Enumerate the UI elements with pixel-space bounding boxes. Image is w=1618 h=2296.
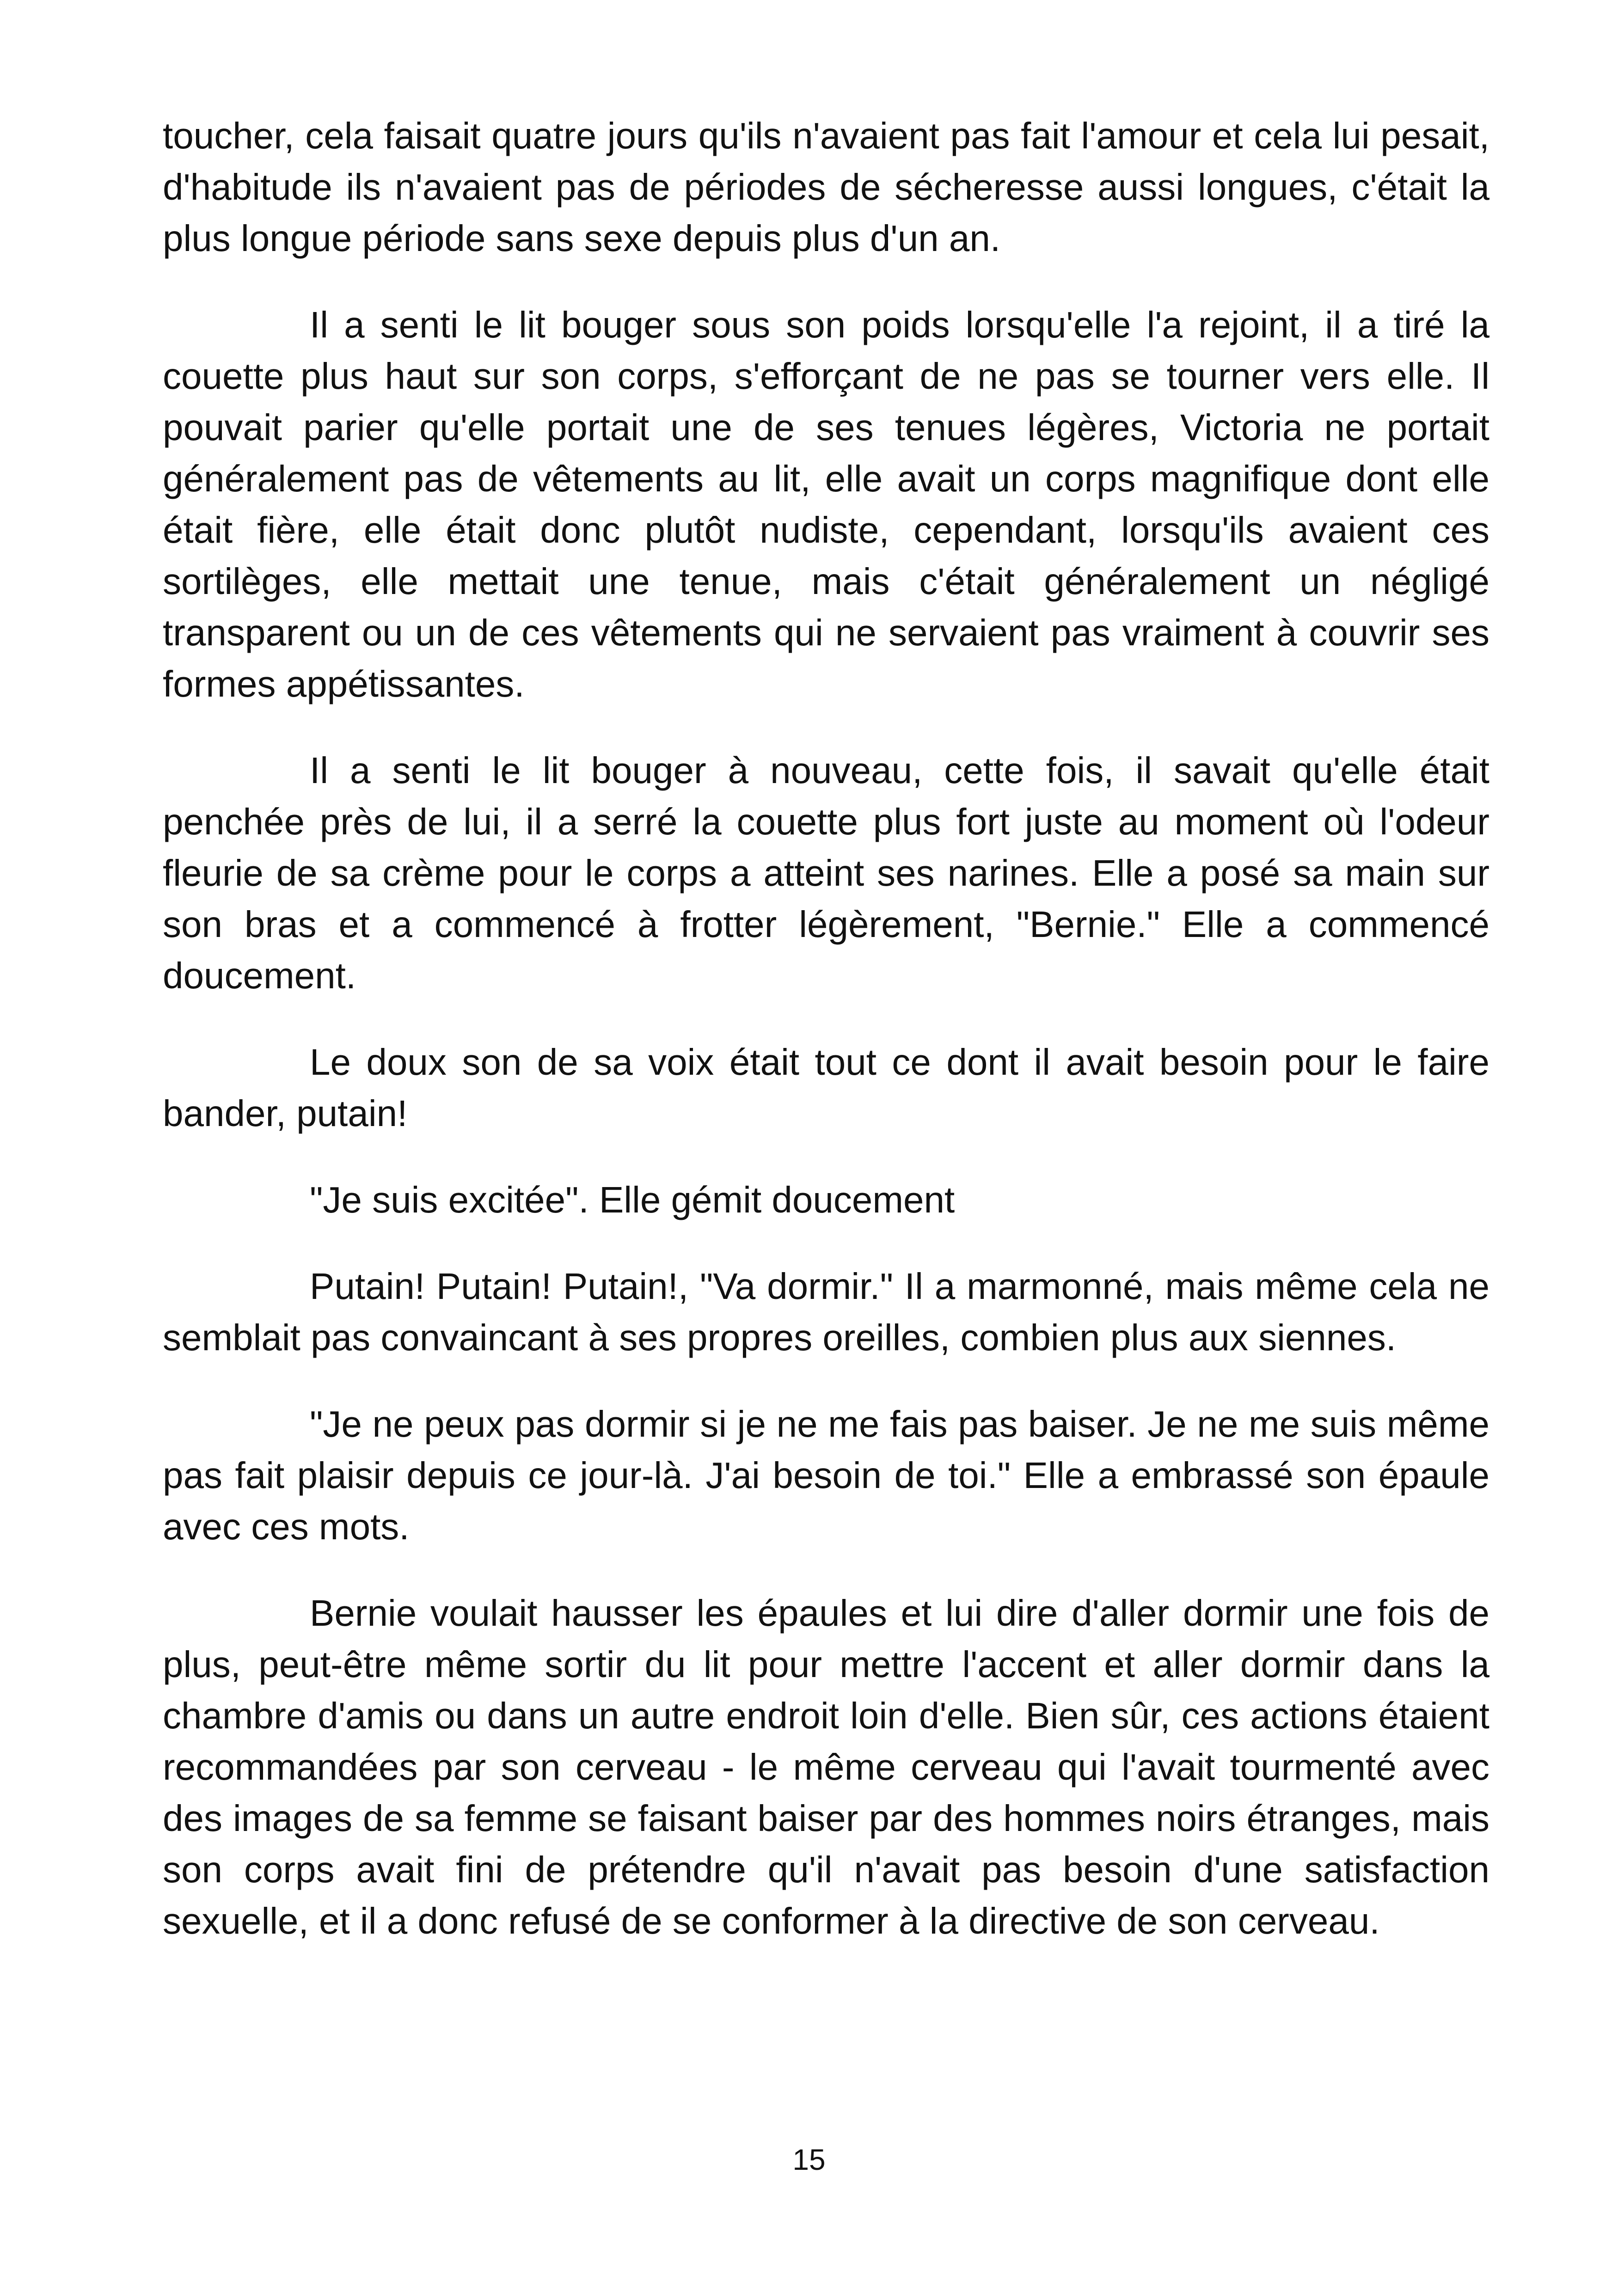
document-body: [163, 110, 1489, 1982]
paragraph-1: toucher, cela faisait quatre jours qu'ils n'avaient pas fait l'amour et cela lui pesait, d'habitude ils n'avaient pas de périodes de sécheresse aussi longues, c'était la plus longue période sans sexe depuis plus d'un an.: [163, 115, 1489, 259]
paragraph-2: Il a senti le lit bouger sous son poids lorsqu'elle l'a rejoint, il a tiré la couette plus haut sur son corps, s'efforçant de ne pas se tourner vers elle. Il pouvait parier qu'elle portait une de ses tenues légères, Victoria ne portait généralement pas de vêtements au lit, elle avait un corps magnifique dont elle était fière, elle était donc plutôt nudiste, cependant, lorsqu'ils avaient ces sortilèges, elle mettait une tenue, mais c'était généralement un négligé transparent ou un de ces vêtements qui ne servaient pas vraiment à couvrir ses formes appétissantes.: [163, 304, 1489, 704]
paragraph-8: Bernie voulait hausser les épaules et lui dire d'aller dormir une fois de plus, peut-être même sortir du lit pour mettre l'accent et aller dormir dans la chambre d'amis ou dans un autre endroit loin d'elle. Bien sûr, ces actions étaient recommandées par son cerveau - le même cerveau qui l'avait tourmenté avec des images de sa femme se faisant baiser par des hommes noirs étranges, mais son corps avait fini de prétendre qu'il n'avait pas besoin d'une satisfaction sexuelle, et il a donc refusé de se conformer à la directive de son cerveau.: [163, 1592, 1489, 1941]
paragraph-7: "Je ne peux pas dormir si je ne me fais pas baiser. Je ne me suis même pas fait plaisir depuis ce jour-là. J'ai besoin de toi." Elle a embrassé son épaule avec ces mots.: [163, 1403, 1489, 1547]
page-number: 15: [792, 2143, 826, 2176]
paragraph-3: Il a senti le lit bouger à nouveau, cette fois, il savait qu'elle était penchée près de lui, il a serré la couette plus fort juste au moment où l'odeur fleurie de sa crème pour le corps a atteint ses narines. Elle a posé sa main sur son bras et a commencé à frotter légèrement, "Bernie." Elle a commencé doucement.: [163, 750, 1489, 996]
paragraph-5: "Je suis excitée". Elle gémit doucement: [310, 1179, 955, 1220]
paragraph-4: Le doux son de sa voix était tout ce dont il avait besoin pour le faire bander, putain!: [163, 1041, 1489, 1134]
paragraph-6: Putain! Putain! Putain!, "Va dormir." Il a marmonné, mais même cela ne semblait pas convaincant à ses propres oreilles, combien plus aux siennes.: [163, 1266, 1489, 1358]
